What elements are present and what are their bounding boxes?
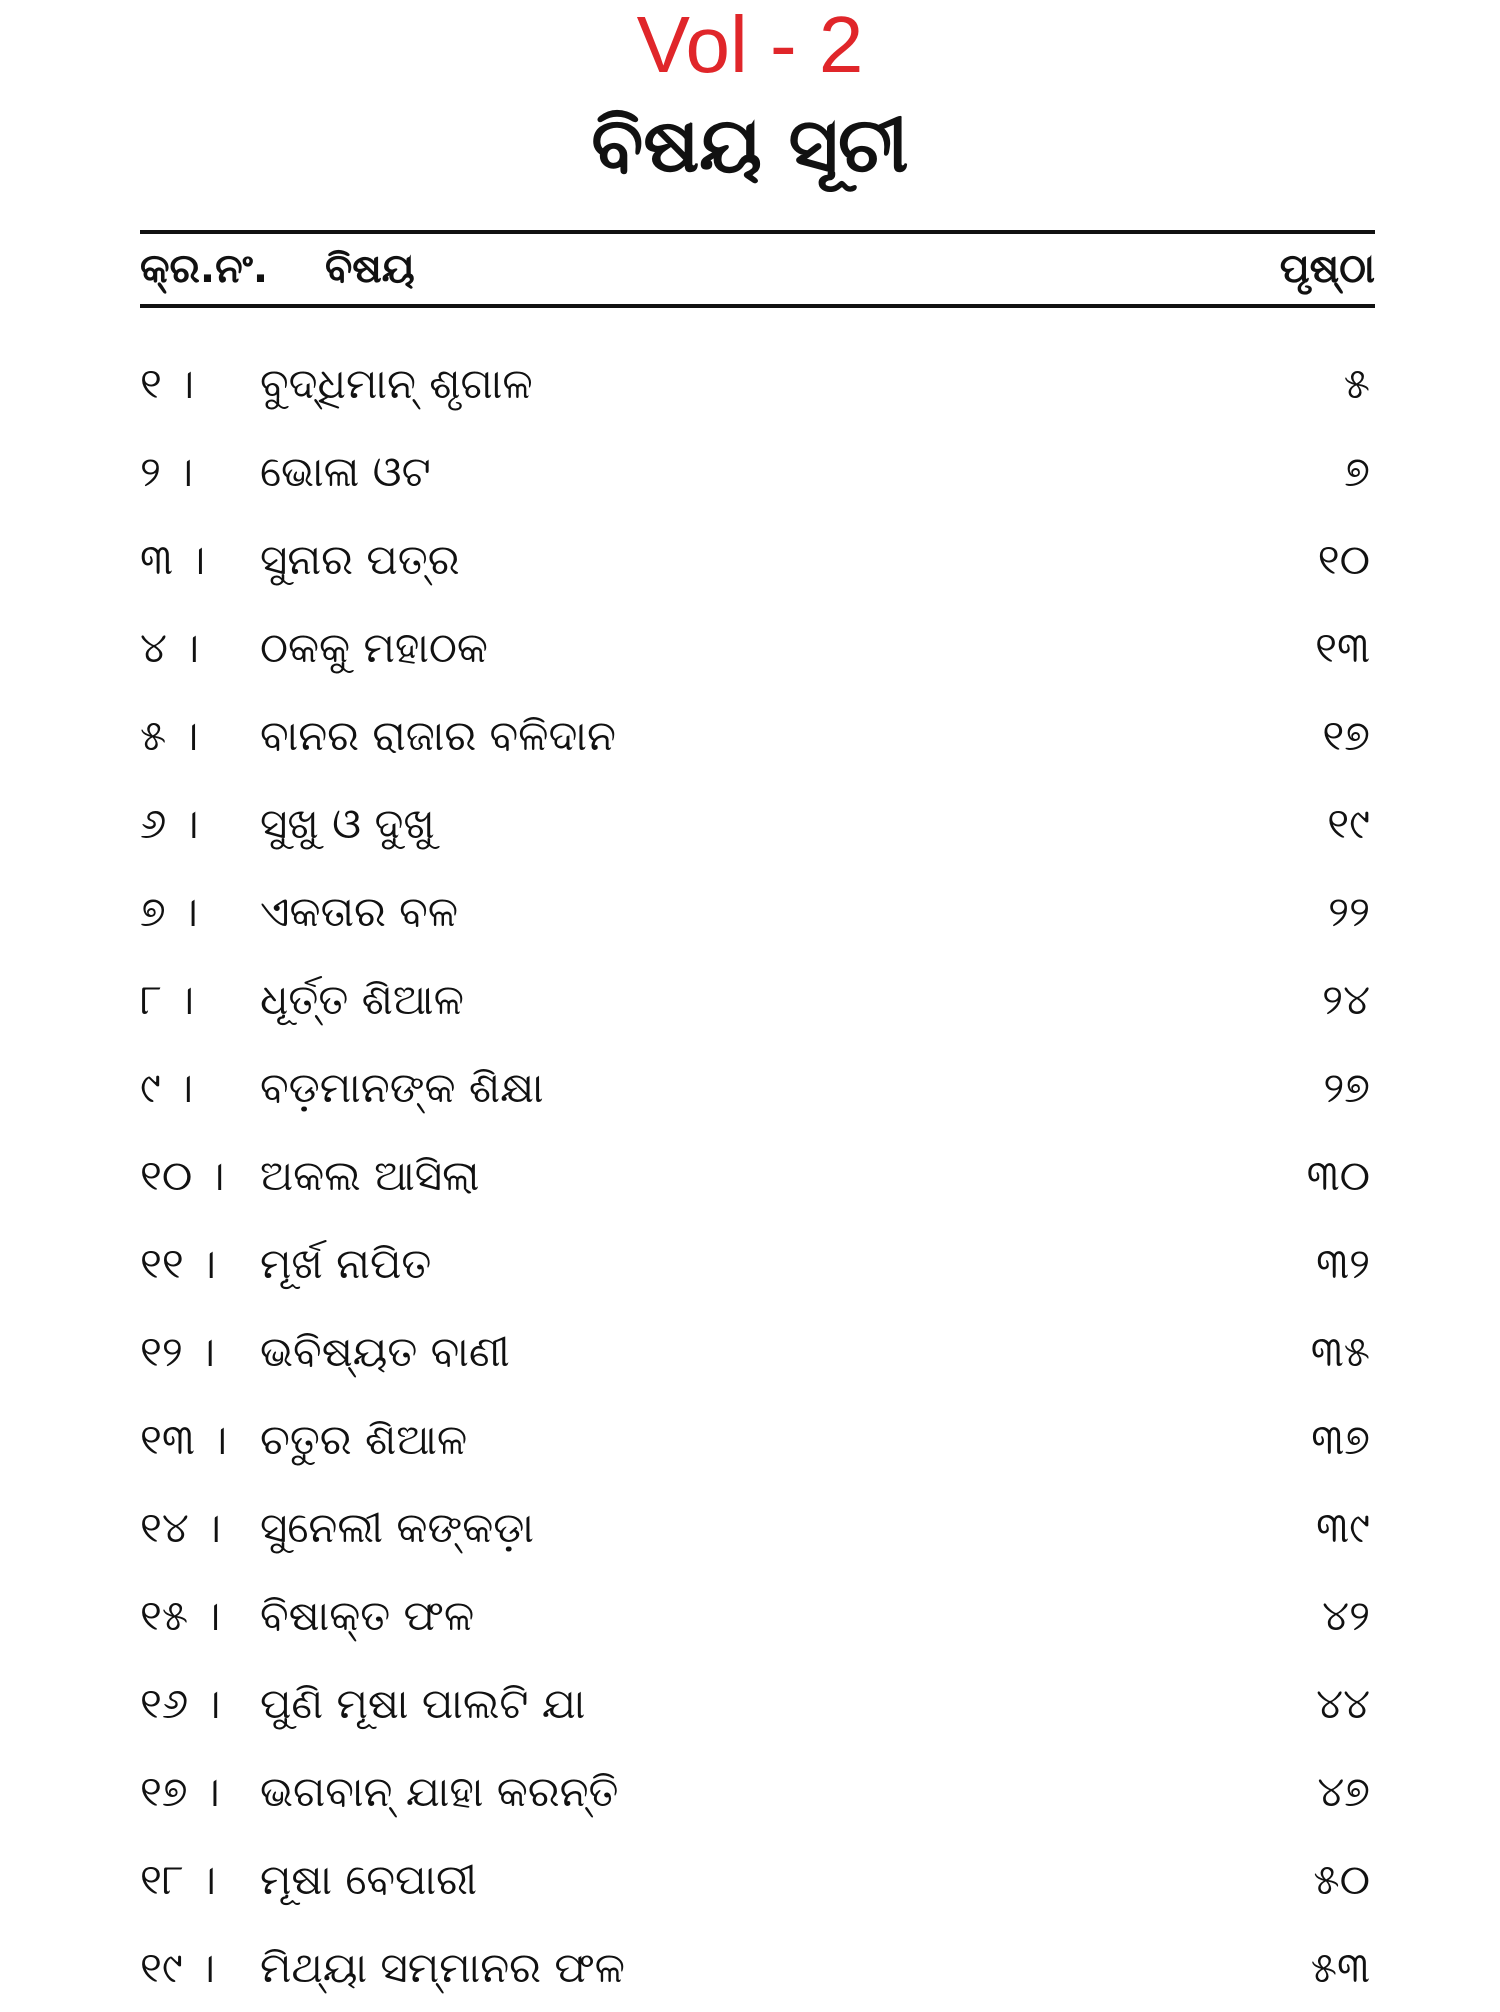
toc-entry (140, 428, 1370, 516)
entry-number: ୧୬ । (140, 1679, 221, 1728)
entry-subject: ସୁନାର ପତ୍ର (260, 535, 460, 584)
entry-number: ୧୨ । (140, 1327, 216, 1376)
entry-number: ୧୪ । (140, 1503, 222, 1552)
entry-number: ୧୫ । (140, 1591, 221, 1640)
entry-page: ୧୩ (1315, 623, 1370, 672)
entry-subject: ଠକକୁ ମହାଠକ (260, 623, 488, 672)
toc-entry (140, 1660, 1370, 1748)
entry-page: ୧୭ (1322, 711, 1370, 760)
toc-entry (140, 1572, 1370, 1660)
entry-number: ୩ । (140, 535, 206, 584)
entry-number: ୭ । (140, 887, 198, 936)
entry-page: ୫୦ (1313, 1855, 1370, 1904)
toc-entry (140, 1484, 1370, 1572)
toc-entry (140, 1396, 1370, 1484)
entry-number: ୮ । (140, 975, 195, 1024)
entry-subject: ଭୋଳା ଓଟ (260, 447, 431, 496)
entry-number: ୧୦ । (140, 1151, 225, 1200)
entry-number: ୬ । (140, 799, 199, 848)
toc-entry (140, 956, 1370, 1044)
entry-page: ୩୨ (1316, 1239, 1370, 1288)
entry-subject: ବୁଦ୍ଧିମାନ୍ ଶୃଗାଳ (260, 359, 533, 408)
toc-entry (140, 868, 1370, 956)
entry-page: ୫ (1343, 359, 1370, 408)
entry-page: ୩୫ (1310, 1327, 1370, 1376)
entry-number: ୧୯ । (140, 1943, 216, 1992)
entry-subject: ଏକତାର ବଳ (260, 887, 459, 936)
toc-entry (140, 780, 1370, 868)
header-number: କ୍ର.ନଂ. (140, 246, 269, 292)
entry-page: ୨୨ (1328, 887, 1370, 936)
toc-entry (140, 1044, 1370, 1132)
entry-subject: ସୁଖୁ ଓ ଦୁଖୁ (260, 799, 435, 848)
entry-subject: ସୁନେଲୀ କଙ୍କଡ଼ା (260, 1503, 534, 1552)
entry-page: ୫୩ (1310, 1943, 1370, 1992)
toc-entry (140, 1836, 1370, 1924)
entry-subject: ବାନର ରାଜାର ବଳିଦାନ (260, 711, 616, 760)
entry-number: ୧ । (140, 359, 195, 408)
entry-number: ୨ । (140, 447, 194, 496)
entry-page: ୨୭ (1323, 1063, 1370, 1112)
entry-subject: ଅକଲ ଆସିଲା (260, 1151, 480, 1200)
entry-number: ୧୧ । (140, 1239, 217, 1288)
page-title: ବିଷୟ ସୂଚୀ (591, 100, 909, 189)
header-top-rule (140, 230, 1375, 234)
entry-number: ୯ । (140, 1063, 194, 1112)
toc-list (140, 340, 1370, 2012)
entry-page: ୪୭ (1317, 1767, 1370, 1816)
entry-number: ୪ । (140, 623, 200, 672)
toc-entry (140, 1220, 1370, 1308)
entry-number: ୧୭ । (140, 1767, 220, 1816)
entry-number: ୫ । (140, 711, 199, 760)
entry-page: ୪୨ (1322, 1591, 1370, 1640)
entry-page: ୧୯ (1327, 799, 1370, 848)
toc-entry (140, 1308, 1370, 1396)
toc-entry (140, 1748, 1370, 1836)
toc-entry (140, 692, 1370, 780)
entry-number: ୧୩ । (140, 1415, 228, 1464)
toc-entry (140, 516, 1370, 604)
toc-entry (140, 604, 1370, 692)
entry-page: ୪୪ (1316, 1679, 1370, 1728)
entry-subject: ଭବିଷ୍ୟତ ବାଣୀ (260, 1327, 510, 1376)
toc-entry (140, 340, 1370, 428)
header-page: ପୃଷ୍ଠା (1279, 246, 1375, 292)
entry-page: ୩୭ (1311, 1415, 1370, 1464)
entry-page: ୭ (1344, 447, 1370, 496)
toc-entry (140, 1924, 1370, 2012)
entry-page: ୩୦ (1306, 1151, 1370, 1200)
entry-page: ୩୯ (1316, 1503, 1370, 1552)
header-subject: ବିଷୟ (325, 246, 415, 292)
volume-label: Vol - 2 (636, 0, 864, 89)
entry-page: ୨୪ (1322, 975, 1370, 1024)
entry-subject: ଚତୁର ଶିଆଳ (260, 1415, 468, 1464)
header-bottom-rule (140, 304, 1375, 308)
entry-subject: ବଡ଼ମାନଙ୍କ ଶିକ୍ଷା (260, 1063, 544, 1112)
entry-subject: ପୁଣି ମୂଷା ପାଲଟି ଯା (260, 1679, 586, 1728)
entry-subject: ବିଷାକ୍ତ ଫଳ (260, 1591, 475, 1640)
entry-subject: ମୂର୍ଖ ନାପିତ (260, 1239, 432, 1288)
entry-subject: ଭଗବାନ୍ ଯାହା କରନ୍ତି (260, 1767, 619, 1816)
toc-header (140, 236, 1375, 302)
entry-page: ୧୦ (1317, 535, 1370, 584)
entry-subject: ଧୂର୍ତ୍ତ ଶିଆଳ (260, 975, 464, 1024)
entry-subject: ମିଥ୍ୟା ସମ୍ମାନର ଫଳ (260, 1943, 625, 1992)
toc-entry (140, 1132, 1370, 1220)
entry-number: ୧୮ । (140, 1855, 217, 1904)
entry-subject: ମୂଷା ବେପାରୀ (260, 1855, 478, 1904)
